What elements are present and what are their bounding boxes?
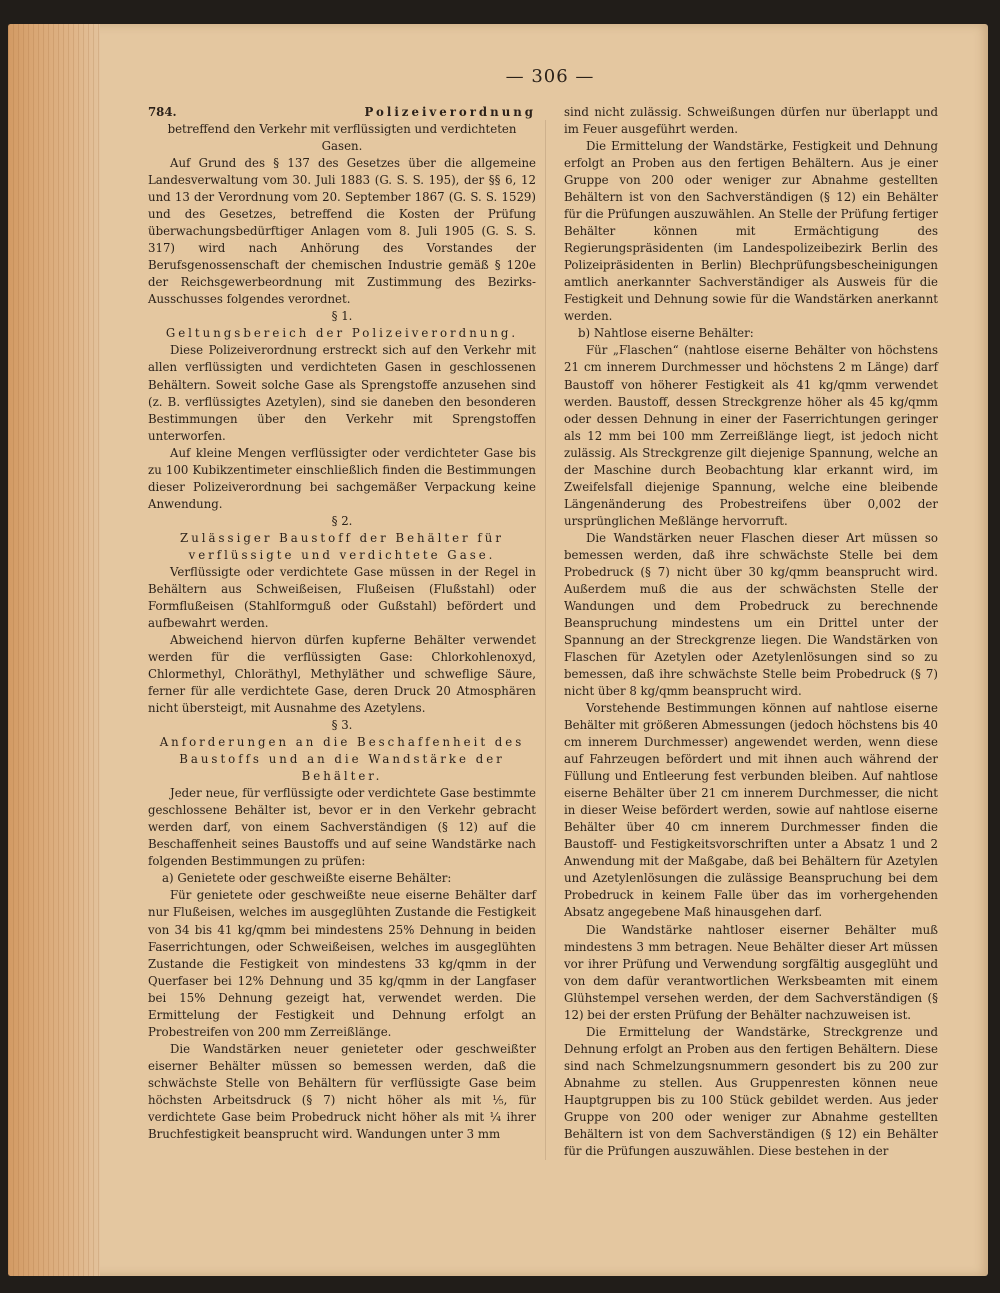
paragraph: Für genietete oder geschweißte neue eiserne Behälter darf nur Flußeisen, welches im ausgeglühten Zustande die Festigkeit von 34 bis 41 kg/qmm bei mindestens 25% Dehnung in beiden Faserrichtungen, oder Schweißeisen, welches im ausgeglühten Zustande die Festigkeit von mindestens 33 kg/qmm in der Querfaser bei 12% Dehnung und 35 kg/qmm in der Langfaser bei 15% Dehnung gezeigt hat, verwendet werden. Die Ermittelung der Festigkeit und Dehnung erfolgt an Probestreifen von 200 mm Zerreißlänge.	[148, 888, 536, 1039]
paragraph: Verflüssigte oder verdichtete Gase müssen in der Regel in Behältern aus Schweißeisen, Flußeisen (Flußstahl) oder Formflußeisen (Stahlformguß oder Gußstahl) befördert und aufbewahrt werden.	[148, 564, 536, 630]
right-text-column	[564, 104, 938, 1160]
section-marker: § 3.	[331, 718, 353, 733]
section-heading: Zulässiger Baustoff der Behälter für verflüssigte und verdichtete Gase.	[180, 530, 504, 562]
paragraph: Auf Grund des § 137 des Gesetzes über die allgemeine Landesverwaltung vom 30. Juli 1883 (G. S. S. 195), der §§ 6, 12 und 13 der Verordnung vom 20. September 1867 (G. S. S. 1529) und des Gesetzes, betreffend die Kosten der Prüfung überwachungsbedürftiger Anlagen vom 8. Juli 1905 (G. S. S. 317) wird nach Anhörung des Vorstandes der Berufsgenossenschaft der chemischen Industrie gemäß § 120e der Reichsgewerbeordnung mit Zustimmung des Bezirks-Ausschusses folgendes verordnet.	[148, 156, 536, 307]
section-marker: betreffend den Verkehr mit verflüssigten und verdichteten Gasen.	[167, 122, 517, 154]
paragraph: Auf kleine Mengen verflüssigter oder verdichteter Gase bis zu 100 Kubikzentimeter einschließlich finden die Bestimmungen dieser Polizeiverordnung bei sachgemäßer Verpackung keine Anwendung.	[148, 445, 536, 511]
ordinance-heading: Polizeiverordnung	[364, 105, 536, 119]
subsection-heading: b) Nahtlose eiserne Behälter:	[578, 326, 754, 341]
paragraph: Vorstehende Bestimmungen können auf nahtlose eiserne Behälter mit größeren Abmessungen (jedoch höchstens bis 40 cm innerem Durchmesser) angewendet werden, wenn diese auf Fahrzeugen befördert und mit ihnen auch während der Füllung und Entleerung fest verbunden bleiben. Auf nahtlose eiserne Behälter über 21 cm innerem Durchmesser, die nicht in dieser Weise befördert werden, sowie auf nahtlose eiserne Behälter über 40 cm innerem Durchmesser finden die Baustoff- und Festigkeitsvorschriften unter a Absatz 1 und 2 Anwendung mit der Maßgabe, daß bei Behältern für Azetylen und Azetylenlösungen die zulässige Beanspruchung bei dem Probedruck in keinem Falle über das im vorhergehenden Absatz angegebene Maß hinausgehen darf.	[564, 701, 938, 920]
page-stack-edge	[8, 24, 100, 1276]
paragraph: Die Wandstärken neuer Flaschen dieser Art müssen so bemessen werden, daß ihre schwächste Stelle bei dem Probedruck (§ 7) nicht über 30 kg/qmm beansprucht wird. Außerdem muß die aus der schwächsten Stelle der Wandungen und dem Probedruck zu berechnende Beanspruchung mindestens um ein Drittel unter der Spannung an der Streckgrenze liegen. Die Wandstärken von Flaschen für Azetylen oder Azetylenlösungen sind so zu bemessen, daß ihre schwächste Stelle beim Probedruck (§ 7) nicht über 8 kg/qmm beansprucht wird.	[564, 530, 938, 699]
paragraph: Die Ermittelung der Wandstärke, Streckgrenze und Dehnung erfolgt an Proben aus den fertigen Behältern. Diese sind nach Schmelzungsnummern gesondert bis zu 200 zur Abnahme zu stellen. Aus Gruppenresten können neue Hauptgruppen bis zu 100 Stück gebildet werden. Aus jeder Gruppe von 200 oder weniger zur Abnahme gestellten Behältern ist von dem Sachverständigen (§ 12) ein Behälter für die Prüfungen auszuwählen. Diese bestehen in der	[564, 1024, 938, 1158]
paragraph: Die Wandstärken neuer genieteter oder geschweißter eiserner Behälter müssen so bemessen werden, daß die schwächste Stelle von Behältern für verflüssigte Gase beim höchsten Arbeitsdruck (§ 7) nicht höher als mit ⅕, für verdichtete Gase beim Probedruck nicht höher als mit ¼ ihrer Bruchfestigkeit beansprucht wird. Wandungen unter 3 mm	[148, 1041, 536, 1141]
column-divider	[545, 120, 546, 1160]
paragraph: Für „Flaschen“ (nahtlose eiserne Behälter von höchstens 21 cm innerem Durchmesser und höchstens 2 m Länge) darf Baustoff von höherer Festigkeit als 41 kg/qmm verwendet werden. Baustoff, dessen Streckgrenze höher als 45 kg/qmm oder dessen Dehnung in einer der Faserrichtungen geringer als 12 mm bei 100 mm Zerreißlänge liegt, ist jedoch nicht zulässig. Als Streckgrenze gilt diejenige Spannung, welche an der Maschine durch Beobachtung klar erkannt wird, im Zweifelsfall diejenige Spannung, welche eine bleibende Längenänderung des Probestreifens über 0,002 der ursprünglichen Meßlänge hervorruft.	[564, 343, 938, 528]
paragraph-continuation: sind nicht zulässig. Schweißungen dürfen nur überlappt und im Feuer ausgeführt werden.	[564, 105, 938, 137]
section-heading: Anforderungen an die Beschaffenheit des Baustoffs und an die Wandstärke der Behälter.	[159, 735, 525, 784]
paragraph: Jeder neue, für verflüssigte oder verdichtete Gase bestimmte geschlossene Behälter ist, bevor er in den Verkehr gebracht werden darf, von einem Sachverständigen (§ 12) auf die Beschaffenheit seines Baustoffs und auf seine Wandstärke nach folgenden Bestimmungen zu prüfen:	[148, 786, 536, 869]
section-marker: § 2.	[331, 513, 353, 528]
ordinance-number: 784.	[148, 105, 177, 119]
paragraph: Abweichend hiervon dürfen kupferne Behälter verwendet werden für die verflüssigten Gase: Chlorkohlenoxyd, Chlormethyl, Chloräthyl, Methyläther und schweflige Säure, ferner für alle verdichtete Gase, deren Druck 20 Atmosphären nicht übersteigt, mit Ausnahme des Azetylens.	[148, 632, 536, 716]
ordinance-title	[148, 104, 536, 121]
subsection-heading: a) Genietete oder geschweißte eiserne Behälter:	[162, 871, 452, 886]
paragraph: Die Ermittelung der Wandstärke, Festigkeit und Dehnung erfolgt an Proben aus den fertigen Behältern. Aus je einer Gruppe von 200 oder weniger zur Abnahme gestellten Behältern ist von den Sachverständigen (§ 12) ein Behälter für die Prüfungen auszuwählen. An Stelle der Prüfung fertiger Behälter können mit Ermächtigung des Regierungspräsidenten (im Landespolizeibezirk Berlin des Polizeipräsidenten in Berlin) Blechprüfungsbescheinigungen amtlich anerkannter Sachverständiger als Ausweis für die Festigkeit und Dehnung sowie für die Wandstärken anerkannt werden.	[564, 139, 938, 324]
section-heading: Geltungsbereich der Polizeiverordnung.	[165, 326, 519, 341]
left-text-column	[148, 104, 536, 1143]
page-number: — 306 —	[505, 66, 595, 87]
paragraph: Diese Polizeiverordnung erstreckt sich auf den Verkehr mit allen verflüssigten und verdichteten Gasen in geschlossenen Behältern. Soweit solche Gase als Sprengstoffe anzusehen sind (z. B. verflüssigtes Azetylen), sind sie daneben den besonderen Bestimmungen über den Verkehr mit Sprengstoffen unterworfen.	[148, 343, 536, 443]
paragraph: Die Wandstärke nahtloser eiserner Behälter muß mindestens 3 mm betragen. Neue Behälter dieser Art müssen vor ihrer Prüfung und Verwendung sorgfältig ausgeglüht und von dem dafür verantwortlichen Werksbeamten mit einem Glühstempel versehen werden, der dem Sachverständigen (§ 12) bei der ersten Prüfung der Behälter nachzuweisen ist.	[564, 922, 938, 1022]
section-marker: § 1.	[331, 309, 353, 324]
